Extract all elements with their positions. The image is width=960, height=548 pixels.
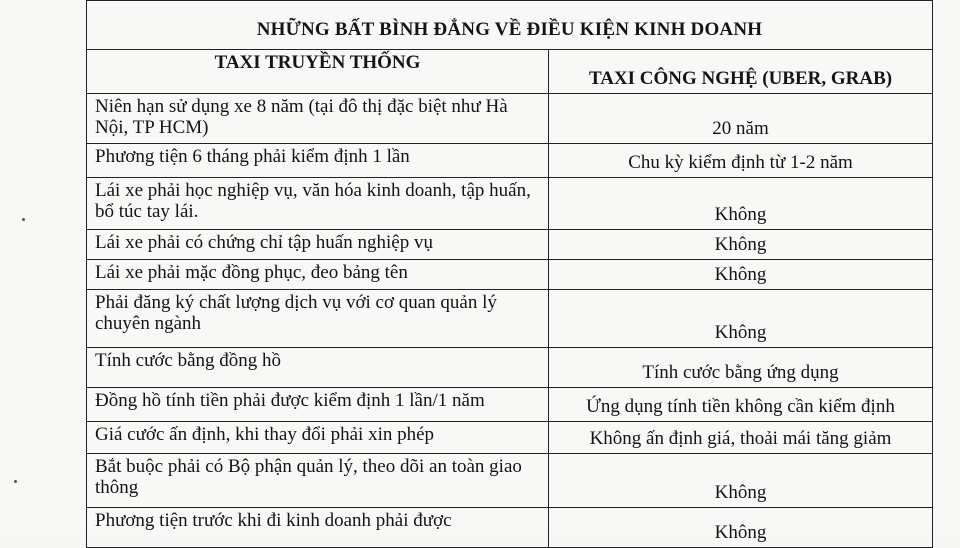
title-row bbox=[87, 1, 933, 50]
scan-speck bbox=[14, 480, 17, 483]
table-row bbox=[87, 178, 933, 230]
row-right-cell: Không ấn định giá, thoải mái tăng giảm bbox=[549, 422, 933, 454]
table-row bbox=[87, 94, 933, 144]
table-row bbox=[87, 260, 933, 290]
row-right-cell: Không bbox=[549, 508, 933, 548]
header-tech-taxi: TAXI CÔNG NGHỆ (UBER, GRAB) bbox=[549, 50, 933, 94]
header-row bbox=[87, 50, 933, 94]
comparison-table bbox=[86, 0, 933, 548]
row-right-cell: 20 năm bbox=[549, 94, 933, 144]
table-row bbox=[87, 144, 933, 178]
row-right-cell: Chu kỳ kiểm định từ 1-2 năm bbox=[549, 144, 933, 178]
row-left-cell: Đồng hồ tính tiền phải được kiểm định 1 lần/1 năm bbox=[87, 388, 549, 422]
row-right-cell: Không bbox=[549, 230, 933, 260]
row-right-cell: Không bbox=[549, 178, 933, 230]
table-title: NHỮNG BẤT BÌNH ĐẲNG VỀ ĐIỀU KIỆN KINH DOANH bbox=[87, 1, 933, 50]
row-left-cell: Phương tiện 6 tháng phải kiểm định 1 lần bbox=[87, 144, 549, 178]
row-left-cell: Niên hạn sử dụng xe 8 năm (tại đô thị đặc biệt như Hà Nội, TP HCM) bbox=[87, 94, 549, 144]
row-left-cell: Lái xe phải học nghiệp vụ, văn hóa kinh doanh, tập huấn, bổ túc tay lái. bbox=[87, 178, 549, 230]
row-left-cell: Tính cước bằng đồng hồ bbox=[87, 348, 549, 388]
table-row bbox=[87, 508, 933, 548]
row-right-cell: Ứng dụng tính tiền không cần kiểm định bbox=[549, 388, 933, 422]
row-left-cell: Phải đăng ký chất lượng dịch vụ với cơ quan quản lý chuyên ngành bbox=[87, 290, 549, 348]
row-right-cell: Tính cước bằng ứng dụng bbox=[549, 348, 933, 388]
table-row bbox=[87, 388, 933, 422]
table-row bbox=[87, 290, 933, 348]
table-row bbox=[87, 454, 933, 508]
row-left-cell: Phương tiện trước khi đi kinh doanh phải được bbox=[87, 508, 549, 548]
row-right-cell: Không bbox=[549, 260, 933, 290]
row-right-cell: Không bbox=[549, 454, 933, 508]
scan-speck bbox=[22, 218, 25, 221]
row-left-cell: Giá cước ấn định, khi thay đổi phải xin phép bbox=[87, 422, 549, 454]
table-row bbox=[87, 422, 933, 454]
table-row bbox=[87, 230, 933, 260]
row-left-cell: Lái xe phải mặc đồng phục, đeo bảng tên bbox=[87, 260, 549, 290]
row-left-cell: Lái xe phải có chứng chỉ tập huấn nghiệp vụ bbox=[87, 230, 549, 260]
header-traditional-taxi: TAXI TRUYỀN THỐNG bbox=[87, 50, 549, 94]
table-row bbox=[87, 348, 933, 388]
row-right-cell: Không bbox=[549, 290, 933, 348]
row-left-cell: Bắt buộc phải có Bộ phận quản lý, theo dõi an toàn giao thông bbox=[87, 454, 549, 508]
